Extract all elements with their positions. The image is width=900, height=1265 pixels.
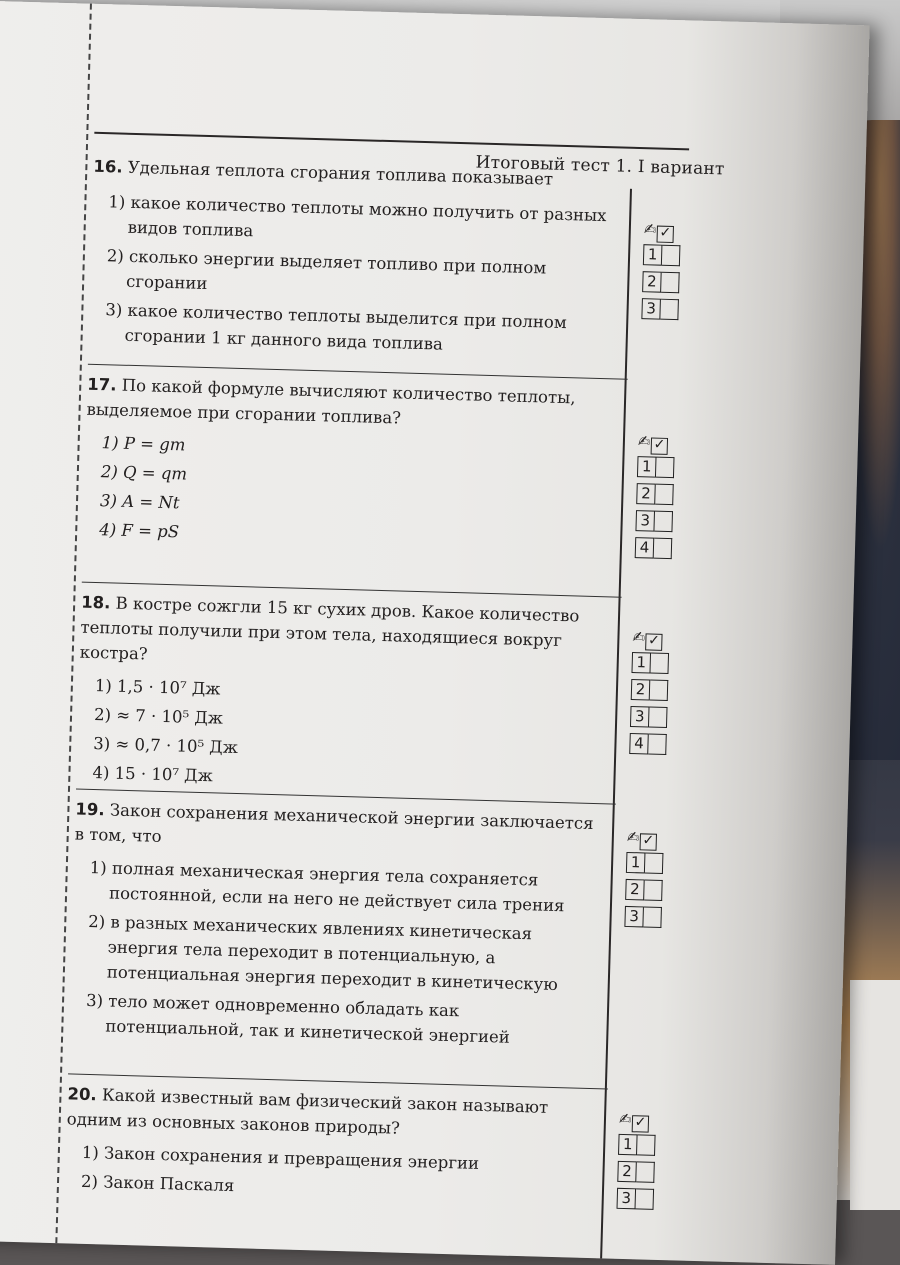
answer-box-2[interactable]: 2: [617, 1158, 668, 1186]
checkmark-icon: ✓: [650, 437, 667, 454]
option-1: 1) какое количество теплоты можно получить от разных видов топлива: [108, 192, 607, 241]
option-2: 2) Закон Паскаля: [80, 1171, 235, 1196]
background-second-sheet: [850, 980, 900, 1210]
question-17: [83, 372, 608, 556]
option-1: 1) P = gm: [101, 433, 186, 455]
answer-box-3[interactable]: 3: [630, 703, 681, 731]
option-2: 2) в разных механических явлениях кинетическая энергия тела переходит в потенциальную, а потенциальная энергия переходит в кинетическую: [88, 911, 558, 995]
answer-box-1[interactable]: 1: [626, 849, 677, 877]
answer-boxes-20: [616, 1107, 669, 1213]
answer-box-1[interactable]: 1: [631, 649, 682, 677]
answer-box-2[interactable]: 2: [631, 676, 682, 704]
option-4: 4) F = pS: [99, 520, 180, 542]
option-1: 1) полная механическая энергия тела сохраняется постоянной, если на него не действует сила трения: [89, 857, 565, 916]
option-4: 4) 15 · 10⁷ Дж: [92, 763, 214, 786]
option-2: 2) сколько энергии выделяет топливо при полном сгорании: [106, 246, 547, 294]
option-2: 2) ≈ 7 · 10⁵ Дж: [93, 705, 224, 728]
question-text: Закон сохранения механической энергии заключается в том, что: [74, 800, 594, 846]
question-text: Какой известный вам физический закон называют одним из основных законов природы?: [66, 1085, 549, 1138]
answer-box-2[interactable]: 2: [625, 876, 676, 904]
pencil-icon: ✍: [637, 432, 650, 451]
answer-box-1[interactable]: 1: [618, 1131, 669, 1159]
answer-boxes-16: [641, 217, 694, 323]
page-title: Итоговый тест 1. I вариант: [475, 152, 725, 180]
answer-box-3[interactable]: 3: [616, 1185, 667, 1213]
question-20: [65, 1081, 588, 1207]
answer-box-2[interactable]: 2: [636, 480, 687, 508]
question-number: 20.: [67, 1084, 97, 1105]
option-3: 3) A = Nt: [99, 491, 180, 513]
option-3: 3) тело может одновременно обладать как потенциальной, так и кинетической энергией: [85, 990, 511, 1047]
question-18: [76, 590, 601, 799]
pencil-icon: ✍: [643, 220, 656, 239]
answer-box-3[interactable]: 3: [624, 903, 675, 931]
checkmark-icon: ✓: [631, 1115, 648, 1132]
option-3: 3) какое количество теплоты выделится при полном сгорании 1 кг данного вида топлива: [105, 300, 567, 354]
answer-box-1[interactable]: 1: [637, 453, 688, 481]
answer-box-3[interactable]: 3: [641, 295, 692, 323]
question-number: 19.: [75, 799, 105, 820]
answer-boxes-17: [635, 429, 689, 562]
header-rule: [94, 132, 689, 151]
question-text: Удельная теплота сгорания топлива показывает: [127, 157, 554, 189]
checkmark-icon: ✓: [639, 833, 656, 850]
answer-boxes-19: [624, 825, 677, 931]
checkmark-icon: ✓: [645, 633, 662, 650]
pencil-icon: ✍: [626, 827, 639, 847]
pencil-icon: ✍: [618, 1109, 631, 1129]
checkmark-icon: ✓: [656, 226, 673, 243]
answer-box-4[interactable]: 4: [635, 534, 686, 562]
option-2: 2) Q = qm: [100, 462, 188, 484]
answer-box-2[interactable]: 2: [642, 268, 693, 296]
answer-box-1[interactable]: 1: [643, 241, 694, 269]
option-3: 3) ≈ 0,7 · 10⁵ Дж: [93, 734, 239, 758]
question-number: 17.: [87, 374, 117, 395]
option-1: 1) Закон сохранения и превращения энергии: [81, 1142, 480, 1173]
option-1: 1) 1,5 · 10⁷ Дж: [94, 676, 221, 699]
answer-box-3[interactable]: 3: [635, 507, 686, 535]
answer-box-4[interactable]: 4: [629, 730, 680, 758]
question-number: 16.: [93, 156, 123, 177]
question-text: По какой формуле вычисляют количество теплоты, выделяемое при сгорании топлива?: [86, 375, 576, 428]
question-number: 18.: [80, 592, 111, 613]
question-19: [69, 797, 596, 1052]
question-text: В костре сожгли 15 кг сухих дров. Какое количество теплоты получили при этом тела, находящиеся вокруг костра?: [79, 593, 580, 664]
question-16: [88, 154, 613, 361]
answer-boxes-18: [629, 625, 683, 758]
pencil-icon: ✍: [632, 628, 645, 647]
